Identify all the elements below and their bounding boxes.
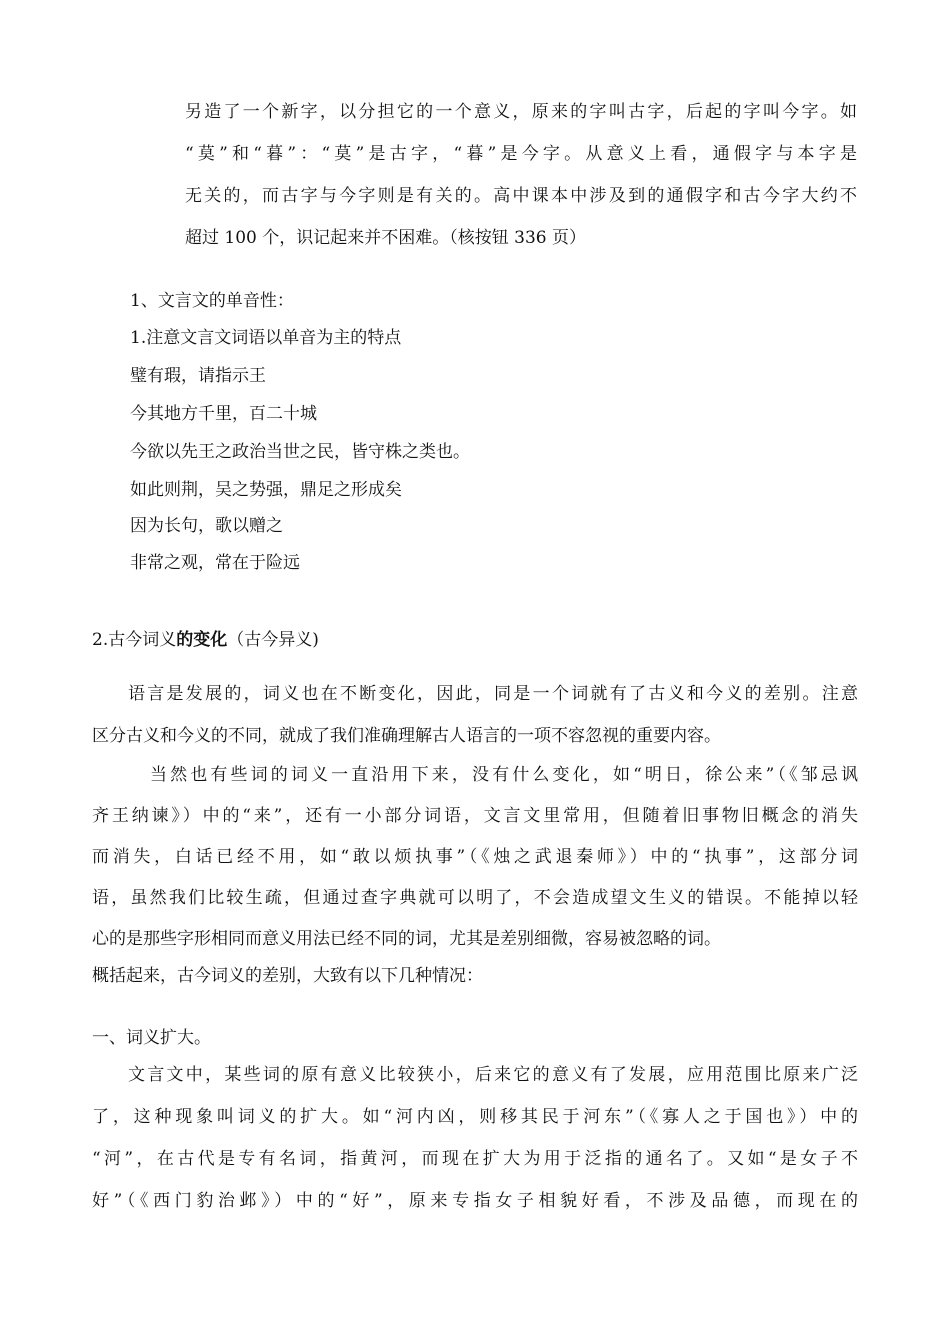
- paragraph-line: 文言文中，某些词的原有意义比较狭小，后来它的意义有了发展，应用范围比原来广泛: [128, 1065, 858, 1085]
- section-heading: 一、词义扩大。: [92, 1028, 211, 1048]
- subsection-heading: 1.注意文言文词语以单音为主的特点: [130, 328, 402, 348]
- example-line: 因为长句，歌以赠之: [130, 516, 283, 536]
- paragraph-line: 区分古义和今义的不同，就成了我们准确理解古人语言的一项不容忽视的重要内容。: [92, 726, 721, 746]
- section-heading-bold: 的变化: [176, 630, 228, 650]
- text-line: 无关的，而古字与今字则是有关的。高中课本中涉及到的通假字和古今字大约不: [185, 186, 857, 206]
- section-heading: [92, 629, 319, 651]
- paragraph-line: “河”，在古代是专有名词，指黄河，而现在扩大为用于泛指的通名了。又如“是女子不: [92, 1149, 858, 1169]
- paragraph-line: 语，虽然我们比较生疏，但通过查字典就可以明了，不会造成望文生义的错误。不能掉以轻: [92, 888, 858, 908]
- paragraph-line: 心的是那些字形相同而意义用法已经不同的词，尤其是差别细微，容易被忽略的词。: [92, 929, 721, 949]
- paragraph-line: 齐王纳谏》）中的“来”，还有一小部分词语，文言文里常用，但随着旧事物旧概念的消失: [92, 806, 858, 826]
- section-heading: 1、文言文的单音性：: [130, 291, 294, 311]
- paragraph-line: 而消失，白话已经不用，如“敢以烦执事”（《烛之武退秦师》）中的“执事”，这部分词: [92, 847, 858, 867]
- example-line: 璧有瑕，请指示王: [130, 366, 266, 386]
- text-line: 超过 100 个，识记起来并不困难。（核按钮 336 页）: [185, 228, 587, 248]
- summary-line: 概括起来，古今词义的差别，大致有以下几种情况：: [92, 966, 483, 986]
- paragraph-line: 语言是发展的，词义也在不断变化，因此，同是一个词就有了古义和今义的差别。注意: [128, 684, 858, 704]
- section-heading-suffix: （古今异义): [227, 630, 319, 650]
- section-heading-prefix: 2.古今词义: [92, 630, 177, 650]
- example-line: 如此则荆，吴之势强，鼎足之形成矣: [130, 480, 402, 500]
- text-line: 另造了一个新字，以分担它的一个意义，原来的字叫古字，后起的字叫今字。如: [185, 102, 857, 122]
- example-line: 今其地方千里，百二十城: [130, 404, 317, 424]
- example-line: 今欲以先王之政治当世之民，皆守株之类也。: [130, 442, 470, 462]
- paragraph-line: 好”（《西门豹治邺》）中的“好”，原来专指女子相貌好看，不涉及品德，而现在的: [92, 1191, 858, 1211]
- paragraph-line: 了，这种现象叫词义的扩大。如“河内凶，则移其民于河东”（《寡人之于国也》）中的: [92, 1107, 858, 1127]
- paragraph-line: 当然也有些词的词义一直沿用下来，没有什么变化，如“明日，徐公来”（《邹忌讽: [150, 765, 858, 785]
- text-line: “莫”和“暮”：“莫”是古字，“暮”是今字。从意义上看，通假字与本字是: [185, 144, 857, 164]
- example-line: 非常之观，常在于险远: [130, 553, 300, 573]
